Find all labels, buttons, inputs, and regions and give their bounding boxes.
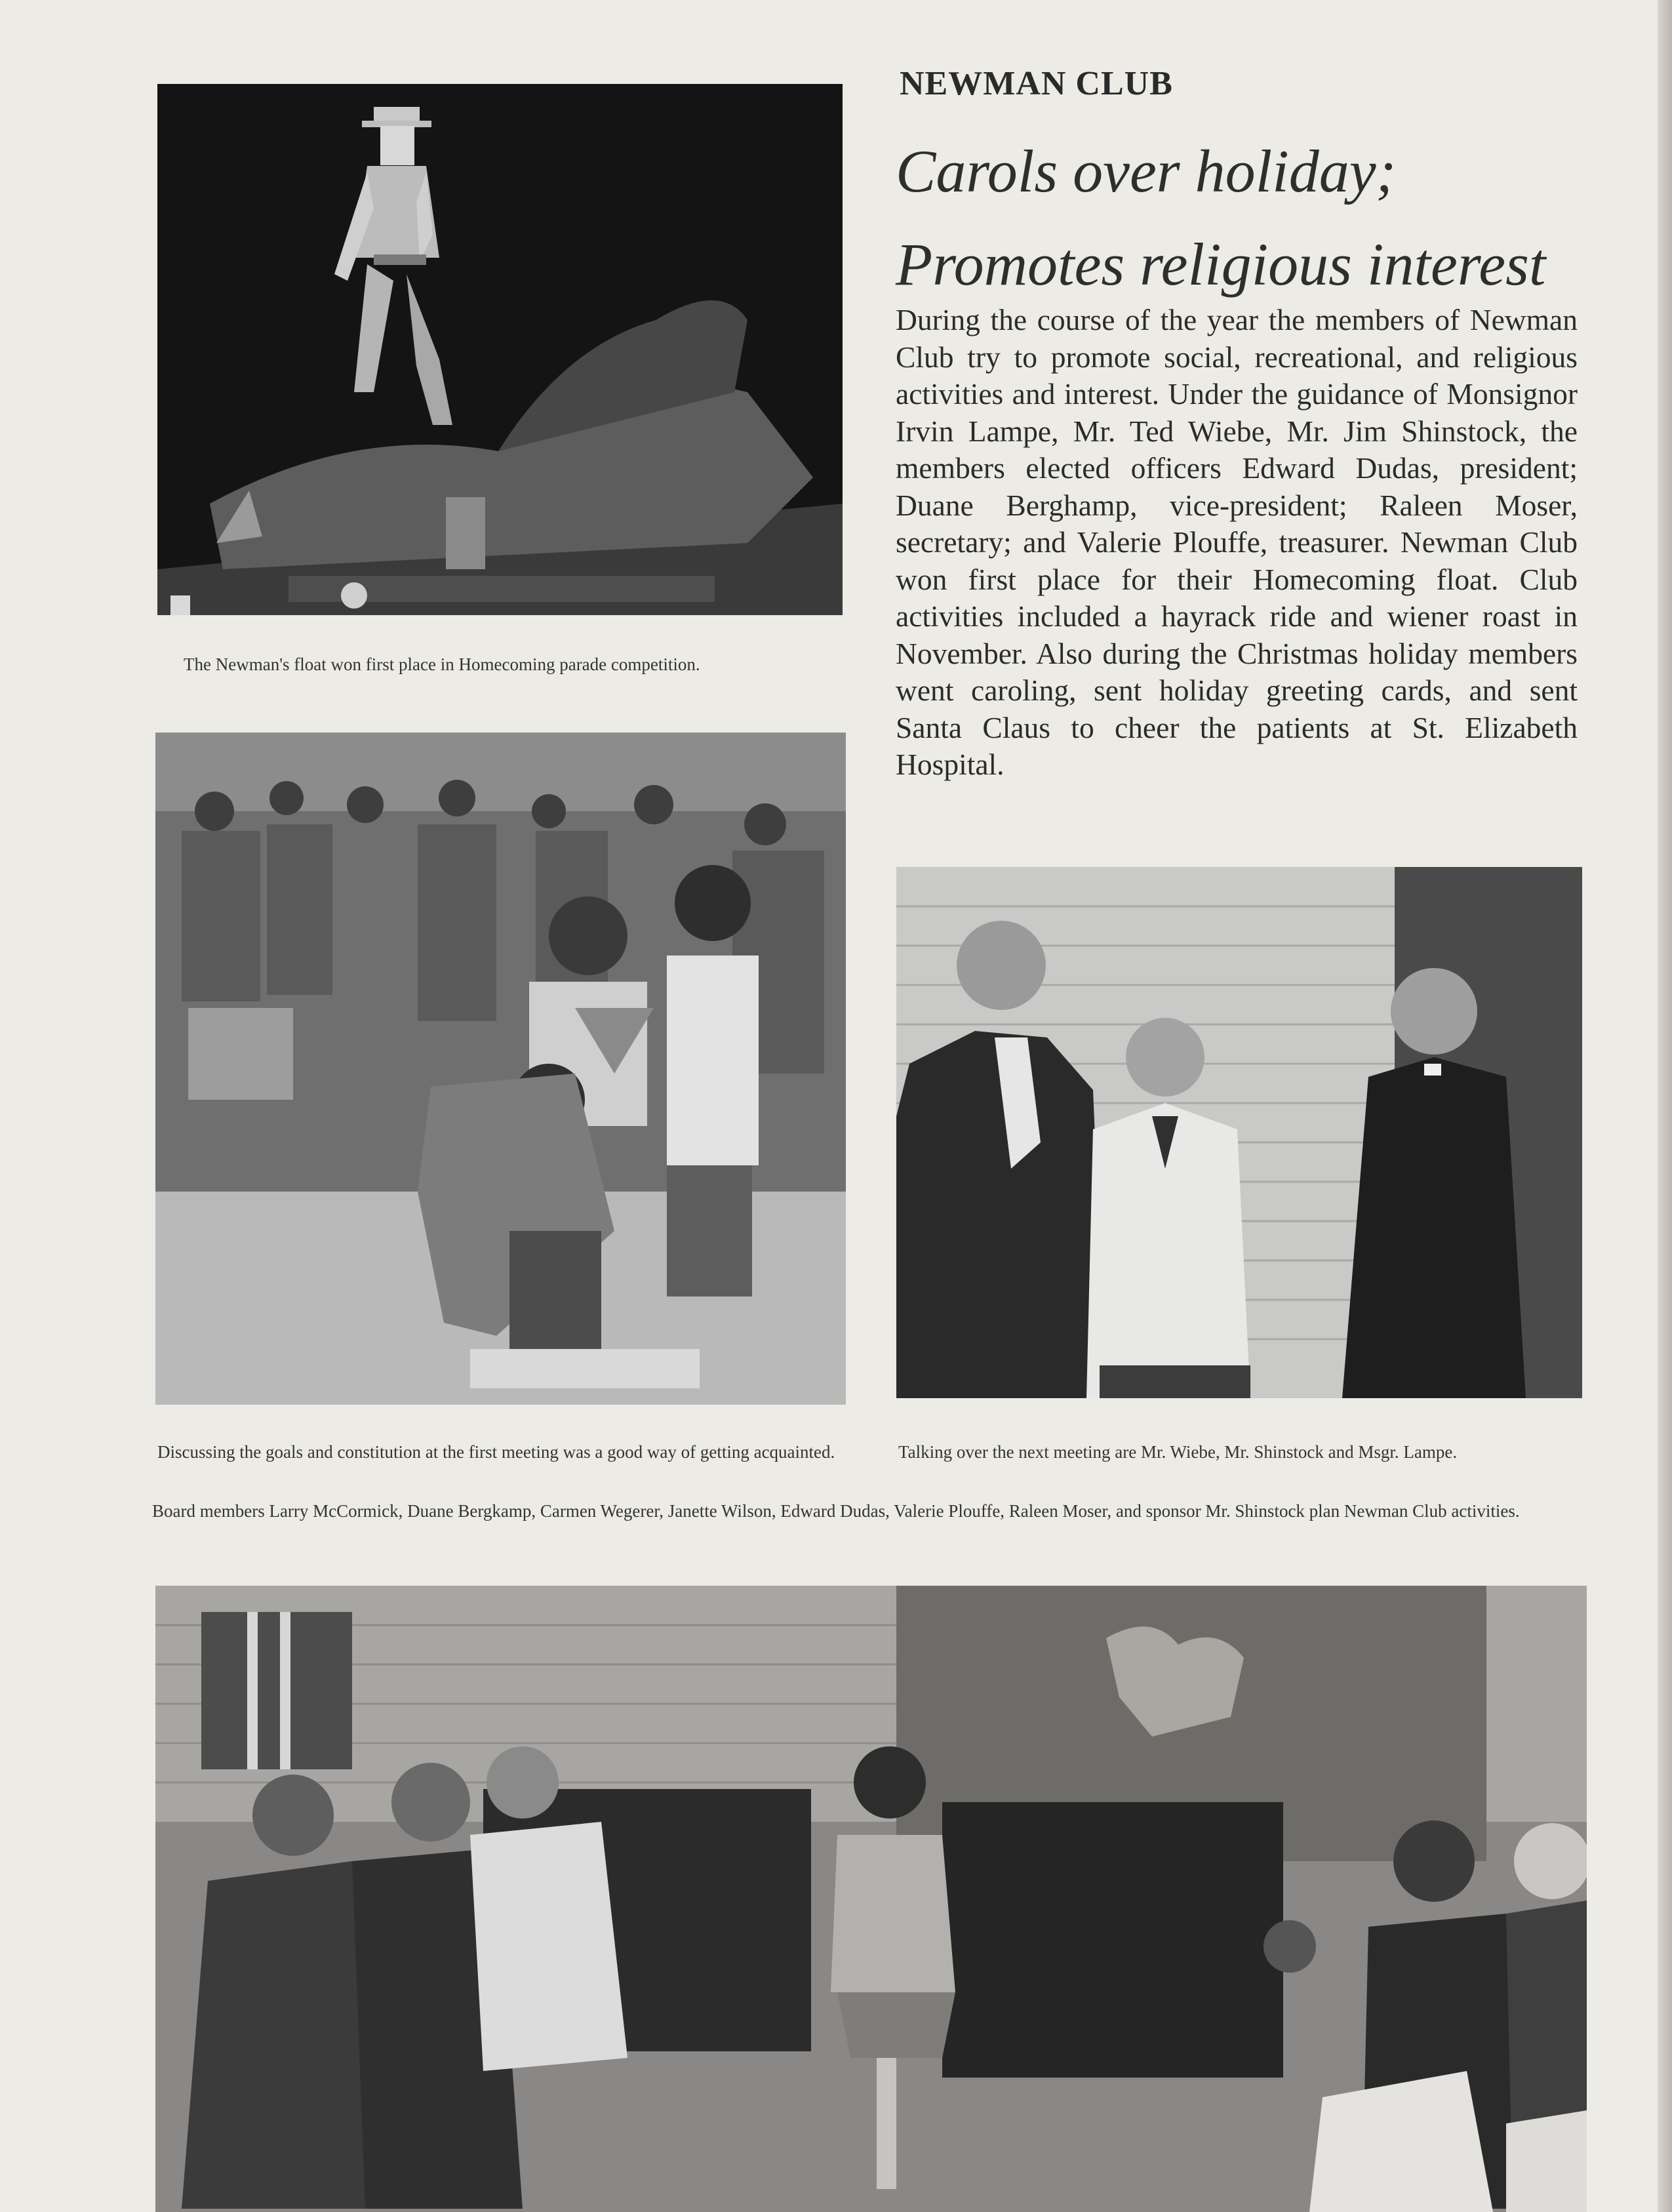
headline-line-2: Promotes religious interest [896, 231, 1546, 298]
board-caption: Board members Larry McCormick, Duane Bergkamp, Carmen Wegerer, Janette Wilson, Edward Dudas, Valerie Plouffe, Raleen Moser, and sponsor Mr. Shinstock plan Newman Club activities. [152, 1501, 1520, 1521]
article-body: During the course of the year the members of Newman Club try to promote social, recreational, and religious activities and interest. Under the guidance of Monsignor Irvin Lampe, Mr. Ted Wiebe, Mr. Jim Shinstock, the members elected officers Edward Dudas, president; Duane Berghamp, vice-president; Raleen Moser, secretary; and Valerie Plouffe, treasurer. Newman Club won first place for their Homecoming float. Club activities included a hayrack ride and wiener roast in November. Also during the Christmas holiday members went caroling, sent holiday greeting cards, and sent Santa Claus to cheer the patients at St. Elizabeth Hospital. [896, 303, 1578, 781]
sponsors-caption: Talking over the next meeting are Mr. Wiebe, Mr. Shinstock and Msgr. Lampe. [898, 1442, 1458, 1462]
meeting-caption: Discussing the goals and constitution at the first meeting was a good way of getting acquainted. [157, 1442, 835, 1462]
sponsors-photo [896, 867, 1582, 1398]
meeting-photo [155, 733, 846, 1405]
section-label: NEWMAN CLUB [900, 65, 1173, 102]
page-edge [1658, 0, 1672, 2212]
float-photo [157, 84, 843, 615]
float-caption: The Newman's float won first place in Homecoming parade competition. [184, 654, 700, 674]
headline [896, 125, 1591, 311]
headline-line-1: Carols over holiday; [896, 138, 1397, 205]
board-photo [155, 1586, 1587, 2212]
